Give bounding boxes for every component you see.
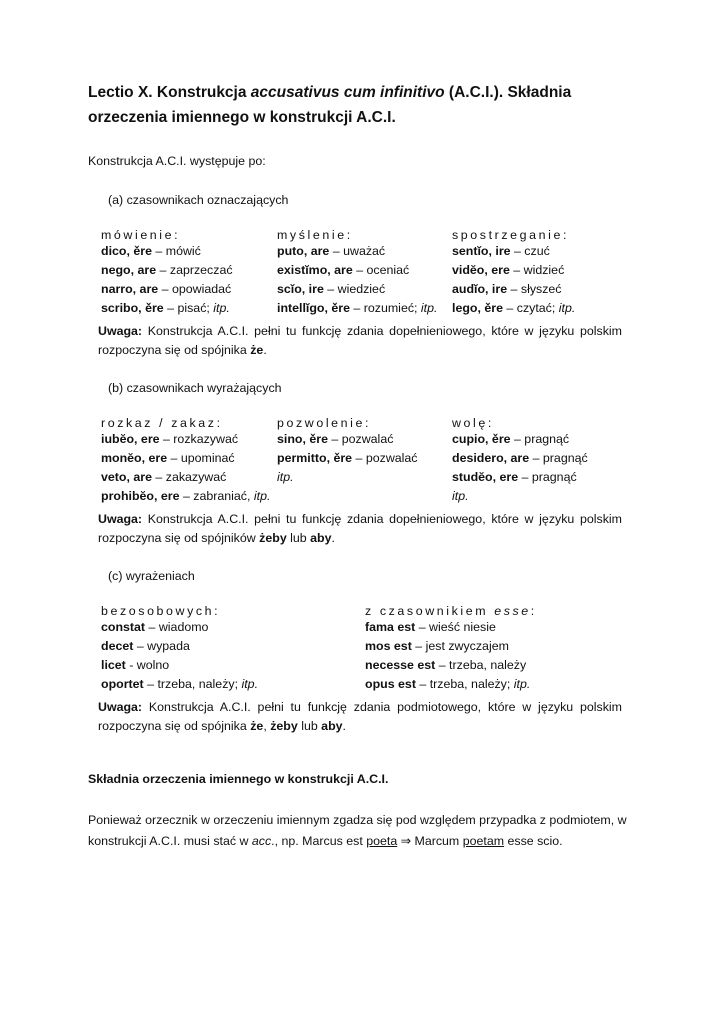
vocab-entry: itp. [277, 470, 294, 484]
vocab-entry: audĭo, ire – słyszeć [452, 282, 562, 296]
vocab-entry: permitto, ěre – pozwalać [277, 451, 418, 465]
vocab-entry: sino, ěre – pozwalać [277, 432, 394, 446]
vocab-entry: puto, are – uważać [277, 244, 386, 258]
section-c-col1 [101, 604, 258, 694]
section-c-note: Uwaga: Konstrukcja A.C.I. pełni tu funkcję zdania podmiotowego, które w języku polskim rozpoczyna się od spójnika że, żeby lub aby. [98, 700, 622, 733]
final-paragraph: Ponieważ orzecznik w orzeczeniu imiennym zgadza się pod względem przypadka z podmiotem, w konstrukcji A.C.I. musi stać w acc., np. Marcus est poeta ⇒ Marcum poetam esse scio. [88, 813, 627, 848]
vocab-entry: licet - wolno [101, 658, 170, 672]
vocab-entry: oportet – trzeba, należy; itp. [101, 677, 259, 691]
vocab-entry: intellĭgo, ěre – rozumieć; itp. [277, 301, 438, 315]
section-a-label: (a) czasownikach oznaczających [108, 193, 289, 207]
vocab-entry: fama est – wieść niesie [365, 620, 496, 634]
col-heading: bezosobowych: [101, 604, 221, 618]
section-b-label: (b) czasownikach wyrażających [108, 381, 282, 395]
section-b-col1 [101, 416, 270, 506]
vocab-entry: nego, are – zaprzeczać [101, 263, 233, 277]
vocab-entry: monĕo, ere – upominać [101, 451, 235, 465]
col-heading: mówienie: [101, 228, 181, 242]
subheading: Składnia orzeczenia imiennego w konstrukcji A.C.I. [88, 772, 389, 786]
vocab-entry: itp. [452, 489, 469, 503]
section-b-col3 [452, 416, 588, 506]
vocab-entry: mos est – jest zwyczajem [365, 639, 509, 653]
section-b-col2 [277, 416, 418, 487]
intro-text: Konstrukcja A.C.I. występuje po: [88, 154, 266, 168]
vocab-entry: decet – wypada [101, 639, 190, 653]
vocab-entry: cupio, ěre – pragnąć [452, 432, 570, 446]
vocab-entry: veto, are – zakazywać [101, 470, 227, 484]
col-heading: myślenie: [277, 228, 353, 242]
col-heading: wolę: [452, 416, 494, 430]
section-a-col1 [101, 228, 233, 318]
vocab-entry: prohibĕo, ere – zabraniać, itp. [101, 489, 271, 503]
vocab-entry: scĭo, ire – wiedzieć [277, 282, 386, 296]
vocab-entry: opus est – trzeba, należy; itp. [365, 677, 531, 691]
vocab-entry: sentĭo, ire – czuć [452, 244, 550, 258]
section-a-col2 [277, 228, 437, 318]
section-b-note: Uwaga: Konstrukcja A.C.I. pełni tu funkcję zdania dopełnieniowego, które w języku polskim rozpoczyna się od spójników żeby lub aby. [98, 512, 622, 545]
section-a-col3 [452, 228, 575, 318]
vocab-entry: lego, ěre – czytać; itp. [452, 301, 576, 315]
section-c-col2 [365, 604, 537, 694]
vocab-entry: constat – wiadomo [101, 620, 209, 634]
vocab-entry: studĕo, ere – pragnąć [452, 470, 577, 484]
vocab-entry: vidĕo, ere – widzieć [452, 263, 565, 277]
vocab-entry: necesse est – trzeba, należy [365, 658, 527, 672]
col-heading: z czasownikiem esse: [365, 604, 537, 618]
col-heading: spostrzeganie: [452, 228, 569, 242]
vocab-entry: narro, are – opowiadać [101, 282, 232, 296]
section-c-label: (c) wyrażeniach [108, 569, 195, 583]
col-heading: rozkaz / zakaz: [101, 416, 223, 430]
vocab-entry: existĭmo, are – oceniać [277, 263, 410, 277]
vocab-entry: desidero, are – pragnąć [452, 451, 588, 465]
page-title: Lectio X. Konstrukcja accusativus cum infinitivo (A.C.I.). Składnia orzeczenia imiennego w konstrukcji A.C.I. [88, 84, 572, 126]
vocab-entry: iubĕo, ere – rozkazywać [101, 432, 239, 446]
col-heading: pozwolenie: [277, 416, 372, 430]
section-a-note: Uwaga: Konstrukcja A.C.I. pełni tu funkcję zdania dopełnieniowego, które w języku polskim rozpoczyna się od spójnika że. [98, 324, 622, 357]
vocab-entry: scribo, ěre – pisać; itp. [101, 301, 230, 315]
vocab-entry: dico, ěre – mówić [101, 244, 201, 258]
